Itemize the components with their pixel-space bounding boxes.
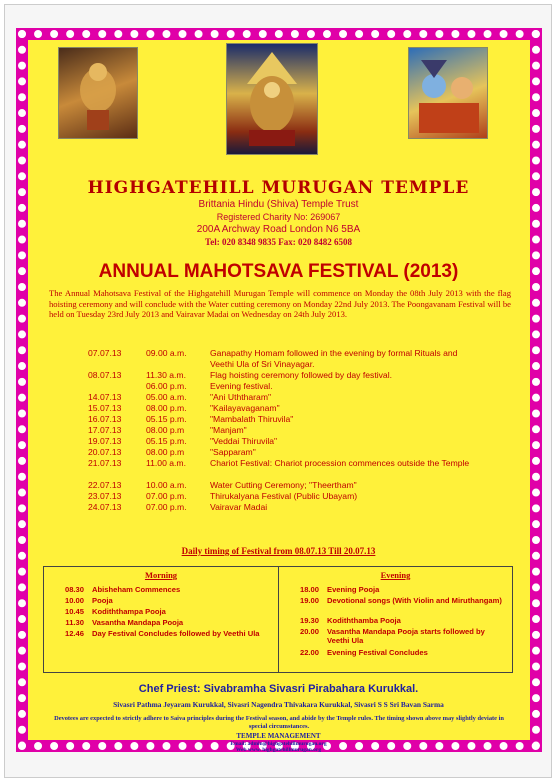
timing-desc: Pooja xyxy=(92,596,113,605)
schedule-desc: Flag hoisting ceremony followed by day festival. xyxy=(210,370,392,380)
schedule-row xyxy=(88,502,488,513)
schedule-date: 24.07.13 xyxy=(88,502,122,512)
schedule-time: 09.00 a.m. xyxy=(146,348,187,358)
schedule-desc: Water Cutting Ceremony; "Theertham" xyxy=(210,480,357,490)
daily-timing-table xyxy=(43,566,513,673)
schedule-desc: "Manjam" xyxy=(210,425,247,435)
devotee-note: Devotees are expected to strictly adhere to Saiva principles during the Festival season, and abide by the Temple rules. The timing shown above may slightly deviate in special circumstances. xyxy=(54,715,504,730)
evening-column xyxy=(278,567,512,672)
schedule-date: 16.07.13 xyxy=(88,414,122,424)
timing-desc: Vasantha Mandapa Pooja xyxy=(92,618,184,627)
phone-fax: Tel: 020 8348 9835 Fax: 020 8482 6508 xyxy=(205,237,352,247)
schedule-time: 06.00 p.m. xyxy=(146,381,187,391)
schedule-desc: Thirukalyana Festival (Public Ubayam) xyxy=(210,491,358,501)
schedule-row xyxy=(88,392,488,403)
charity-number: Registered Charity No: 269067 xyxy=(216,212,341,222)
schedule-row xyxy=(88,425,488,436)
priests-list: Sivasri Pathma Jeyaram Kurukkal, Sivasri Nagendra Thivakara Kurukkal, Sivasri S S Sri Bavan Sarma xyxy=(113,700,444,709)
timing-time: 11.30 xyxy=(65,618,84,627)
schedule-date: 07.07.13 xyxy=(88,348,122,358)
timing-time: 10.00 xyxy=(64,596,84,605)
schedule-time: 05.15 p.m. xyxy=(146,414,187,424)
schedule-desc: "Sapparam" xyxy=(210,447,256,457)
timing-desc: Day Festival Concludes followed by Veethi Ula xyxy=(92,629,260,638)
schedule-date: 23.07.13 xyxy=(88,491,122,501)
schedule-date: 20.07.13 xyxy=(88,447,122,457)
schedule-time: 08.00 p.m. xyxy=(146,403,187,413)
schedule-time: 11.00 a.m. xyxy=(146,458,186,468)
timing-desc: Kodiththampa Pooja xyxy=(92,607,166,616)
schedule-time: 07.00 p.m. xyxy=(146,502,187,512)
schedule-desc: "Kailayavaganam" xyxy=(210,403,280,413)
schedule-row xyxy=(88,436,488,447)
website[interactable]: Web www. highgatehillmurugan.org xyxy=(235,747,322,753)
schedule-desc: "Veddai Thiruvila" xyxy=(210,436,278,446)
email-address[interactable]: Email: admin@highgatehillmurugan.org xyxy=(230,741,327,747)
schedule-row xyxy=(88,370,488,381)
festival-title: ANNUAL MAHOTSAVA FESTIVAL (2013) xyxy=(98,261,459,282)
schedule-date: 17.07.13 xyxy=(88,425,122,435)
schedule-desc: "Ani Uththaram" xyxy=(210,392,272,402)
timing-desc: Kodiththamba Pooja xyxy=(327,616,401,625)
schedule-date: 19.07.13 xyxy=(88,436,122,446)
schedule-time: 05.15 p.m. xyxy=(146,436,187,446)
schedule-row xyxy=(88,381,488,392)
timing-time: 22.00 xyxy=(299,648,319,657)
ganesha-image xyxy=(58,47,138,139)
schedule-desc: Vairavar Madai xyxy=(210,502,268,512)
address: 200A Archway Road London N6 5BA xyxy=(196,224,361,235)
timing-desc: Vasantha Mandapa Pooja starts followed by Veethi Ula xyxy=(327,627,485,645)
schedule-time: 08.00 p.m xyxy=(146,425,185,435)
schedule-desc: Evening festival. xyxy=(210,381,273,391)
trust-name: Brittania Hindu (Shiva) Temple Trust xyxy=(198,199,359,210)
schedule-date: 14.07.13 xyxy=(88,392,122,402)
schedule-desc: "Mambalath Thiruvila" xyxy=(210,414,294,424)
timing-time: 18.00 xyxy=(299,585,319,594)
schedule-date: 22.07.13 xyxy=(88,480,122,490)
schedule-row xyxy=(88,348,488,369)
murugan-image xyxy=(226,43,318,155)
schedule-time: 08.00 p.m xyxy=(146,447,185,457)
evening-heading: Evening xyxy=(380,570,411,580)
timing-time: 20.00 xyxy=(299,627,319,636)
timing-desc: Devotional songs (With Violin and Miruthangam) xyxy=(327,596,502,605)
chief-priest: Chef Priest: Sivabramha Sivasri Pirabahara Kurukkal. xyxy=(138,683,419,695)
timing-desc: Abisheham Commences xyxy=(92,585,181,594)
schedule-date: 15.07.13 xyxy=(88,403,122,413)
timing-desc: Evening Festival Concludes xyxy=(327,648,428,657)
morning-column xyxy=(44,567,278,672)
schedule-time: 10.00 a.m. xyxy=(146,480,187,490)
schedule-date: 08.07.13 xyxy=(88,370,122,380)
timing-time: 19.00 xyxy=(299,596,319,605)
schedule-row xyxy=(88,447,488,458)
schedule-date: 21.07.13 xyxy=(88,458,122,468)
schedule-desc: Ganapathy Homam followed in the evening by formal Rituals and Veethi Ula of Sri Vinayagar. xyxy=(210,348,458,369)
schedule-row xyxy=(88,414,488,425)
morning-heading: Morning xyxy=(144,570,178,580)
festival-intro: The Annual Mahotsava Festival of the Highgatehill Murugan Temple will commence on Monday the 08th July 2013 with the flag hoisting ceremony and will conclude with the Water cutting ceremony on Monday 22nd July 2013. The Poongavanam Festival will be held on Tuesday 23rd July 2013 and Vairavar Madai on Wednesday on 24th July 2013. xyxy=(49,288,511,320)
timing-time: 08.30 xyxy=(64,585,84,594)
timing-desc: Evening Pooja xyxy=(327,585,380,594)
schedule-row xyxy=(88,491,488,502)
timing-time: 12.46 xyxy=(64,629,84,638)
schedule-row xyxy=(88,480,488,491)
schedule-time: 07.00 p.m. xyxy=(146,491,187,501)
schedule-row xyxy=(88,403,488,414)
timing-time: 19.30 xyxy=(299,616,319,625)
temple-name: HIGHGATEHILL MURUGAN TEMPLE xyxy=(87,178,470,198)
schedule-time: 11.30 a.m. xyxy=(146,370,186,380)
schedule-time: 05.00 a.m. xyxy=(146,392,187,402)
temple-management: TEMPLE MANAGEMENT xyxy=(236,732,321,740)
timing-time: 10.45 xyxy=(64,607,84,616)
daily-timing-title: Daily timing of Festival from 08.07.13 Till 20.07.13 xyxy=(181,546,376,556)
schedule-row xyxy=(88,458,488,469)
schedule-desc: Chariot Festival: Chariot procession commences outside the Temple xyxy=(210,458,470,468)
shiva-parvati-image xyxy=(408,47,488,139)
